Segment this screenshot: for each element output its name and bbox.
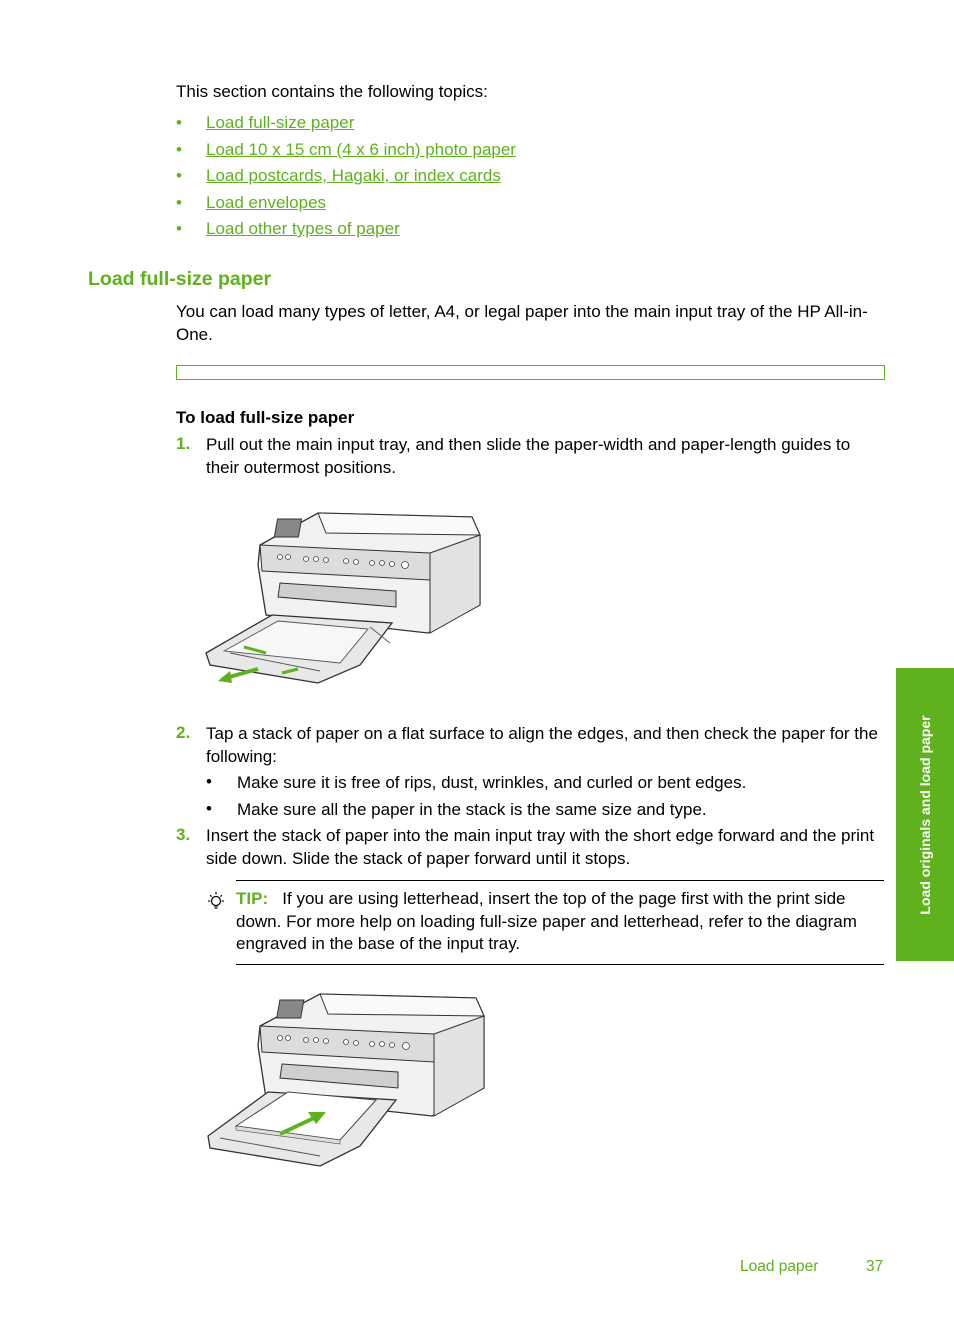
side-tab-label: Load originals and load paper bbox=[917, 714, 933, 915]
topic-link-photo-paper[interactable]: Load 10 x 15 cm (4 x 6 inch) photo paper bbox=[206, 139, 516, 159]
step-text: Tap a stack of paper on a flat surface to align the edges, and then check the paper for the following: bbox=[206, 724, 878, 766]
footer-section-label: Load paper bbox=[740, 1258, 819, 1275]
topic-link-full-size[interactable]: Load full-size paper bbox=[206, 113, 355, 132]
bullet: • bbox=[176, 113, 182, 132]
intro-text: This section contains the following topics: bbox=[176, 82, 488, 101]
bullet: • bbox=[176, 166, 182, 185]
sub-bullet-text: Make sure all the paper in the stack is the same size and type. bbox=[237, 800, 707, 819]
printer-tray-out-illustration bbox=[200, 505, 485, 690]
step-text: Pull out the main input tray, and then slide the paper-width and paper-length guides to their outermost positions. bbox=[206, 435, 851, 477]
bullet: • bbox=[176, 192, 182, 212]
step-number: 1. bbox=[176, 434, 191, 453]
topic-link-postcards[interactable]: Load postcards, Hagaki, or index cards bbox=[206, 166, 501, 185]
page-number: 37 bbox=[866, 1258, 884, 1275]
step-number: 2. bbox=[176, 723, 191, 742]
tip-label: TIP: bbox=[236, 889, 269, 908]
tip-text: If you are using letterhead, insert the top of the page first with the print side down. For more help on loading full-size paper and letterhead, refer to the diagram engraved in the base of the input tray. bbox=[236, 889, 857, 953]
chapter-side-tab bbox=[896, 668, 954, 961]
section-paragraph: You can load many types of letter, A4, or legal paper into the main input tray of the HP All-in-One. bbox=[176, 302, 868, 344]
topic-link-other-paper[interactable]: Load other types of paper bbox=[206, 219, 400, 238]
bullet: • bbox=[176, 219, 182, 238]
topic-link-envelopes[interactable]: Load envelopes bbox=[206, 192, 327, 212]
bullet: • bbox=[176, 139, 182, 159]
bullet: • bbox=[206, 772, 212, 791]
procedure-title: To load full-size paper bbox=[176, 408, 355, 427]
sub-bullet-text: Make sure it is free of rips, dust, wrinkles, and curled or bent edges. bbox=[237, 773, 747, 792]
step-number: 3. bbox=[176, 825, 191, 844]
tip-box bbox=[236, 880, 884, 965]
bullet: • bbox=[206, 799, 212, 818]
printer-paper-inserted-illustration bbox=[200, 988, 490, 1173]
step-text: Insert the stack of paper into the main input tray with the short edge forward and the print side down. Slide the stack of paper forward until it stops. bbox=[206, 826, 875, 868]
lightbulb-icon bbox=[205, 891, 227, 913]
section-heading: Load full-size paper bbox=[88, 268, 272, 290]
note-box bbox=[176, 365, 885, 380]
